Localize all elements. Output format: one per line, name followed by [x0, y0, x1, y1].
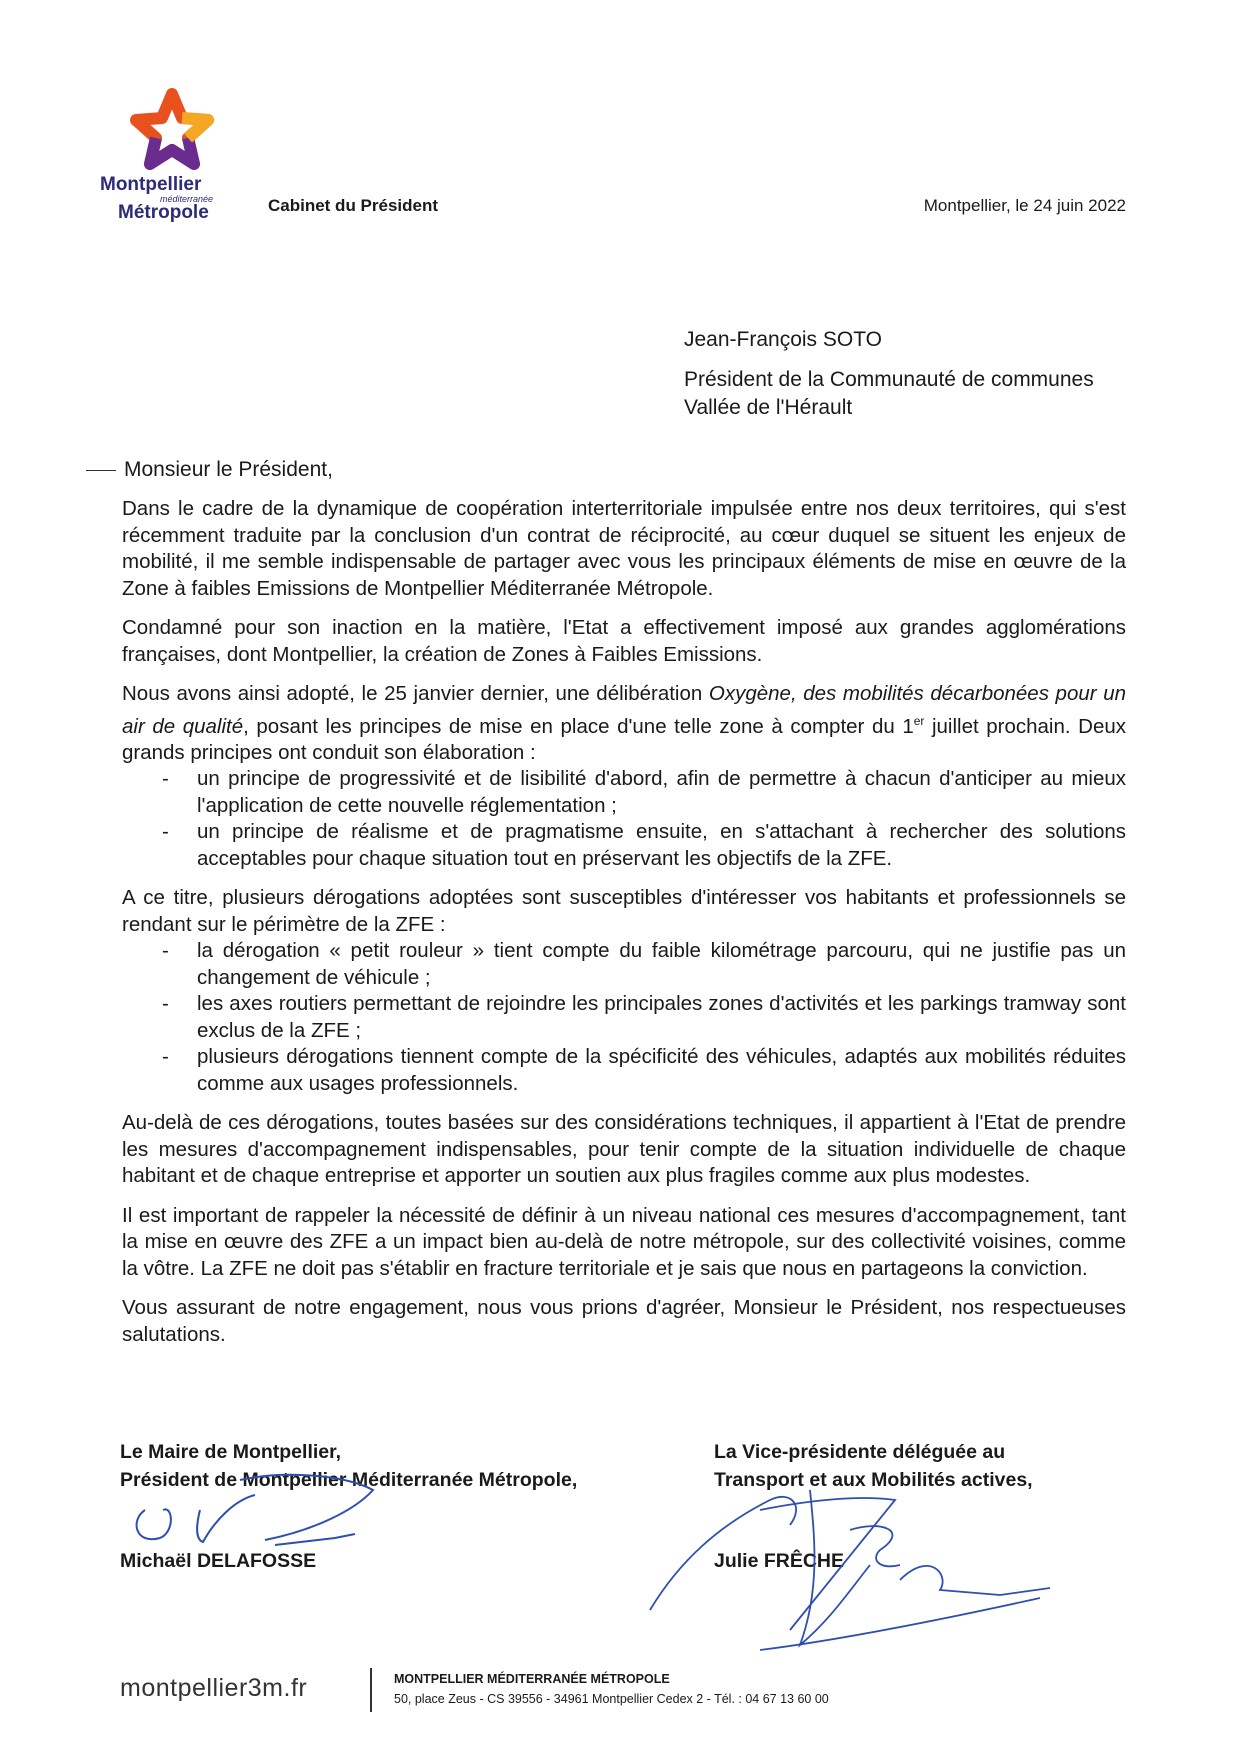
paragraph-3-part-a: Nous avons ainsi adopté, le 25 janvier dernier, une délibération: [122, 682, 709, 705]
paragraph-1: Dans le cadre de la dynamique de coopération interterritoriale impulsée entre nos deux territoires, qui s'est récemment traduite par la conclusion d'un contrat de réciprocité, au cœur duquel se situent les enjeux de mobilité, il me semble indispensable de partager avec vous les principaux éléments de mise en œuvre de la Zone à faibles Emissions de Montpellier Méditerranée Métropole.: [122, 497, 1126, 600]
cabinet-label: Cabinet du Président: [268, 196, 439, 215]
letter-body: [122, 496, 1126, 1361]
signatory-right-name: Julie FRÊCHE: [714, 1550, 845, 1572]
signatory-left-title-line1: Le Maire de Montpellier,: [120, 1441, 342, 1463]
list-item: - un principe de progressivité et de lisibilité d'abord, afin de permettre à chacun d'anticiper au mieux l'application de cette nouvelle réglementation ;: [122, 766, 1126, 819]
recipient-title-line1: Président de la Communauté de communes: [684, 368, 1094, 391]
handwritten-signature-left: [125, 1460, 395, 1550]
metropole-logo: [100, 88, 250, 228]
signatory-right-title-line2: Transport et aux Mobilités actives,: [714, 1469, 1033, 1491]
fold-mark: [86, 470, 116, 471]
paragraph-3-part-b: , posant les principes de mise en place d'une telle zone à compter du 1: [243, 714, 914, 738]
signatory-right-title-line1: La Vice-présidente déléguée au: [714, 1441, 1006, 1463]
salutation: Monsieur le Président,: [124, 458, 333, 481]
paragraph-5: Au-delà de ces dérogations, toutes basées sur des considérations techniques, il appartient à l'Etat de prendre les mesures d'accompagnement indispensables, pour tenir compte de la situation individuelle de chaque habitant et de chaque entreprise et apporter un soutien aux plus fragiles comme aux plus modestes.: [122, 1111, 1126, 1188]
footer-divider: [370, 1668, 372, 1712]
paragraph-6: Il est important de rappeler la nécessité de définir à un niveau national ces mesures d'accompagnement, tant la mise en œuvre des ZFE a un impact bien au-delà de notre métropole, sur des collectivité voisines, comme la vôtre. La ZFE ne doit pas s'établir en fracture territoriale et je sais que nous en partageons la conviction.: [122, 1203, 1126, 1280]
footer-address: 50, place Zeus - CS 39556 - 34961 Montpellier Cedex 2 - Tél. : 04 67 13 60 00: [394, 1692, 829, 1706]
signatory-left-name: Michaël DELAFOSSE: [120, 1550, 317, 1572]
signatory-left-title-line2: Président de Montpellier Méditerranée Métropole,: [120, 1469, 578, 1491]
recipient-block: [684, 326, 1094, 422]
deliberation-title: Oxygène, des mobilités décarbonées pour un air de qualité: [122, 682, 1126, 738]
principles-list: [122, 766, 1126, 872]
paragraph-3-part-c: juillet prochain. Deux grands principes ont conduit son élaboration :: [122, 714, 1126, 764]
paragraph-4: A ce titre, plusieurs dérogations adoptées sont susceptibles d'intéresser vos habitants et professionnels se rendant sur le périmètre de la ZFE :: [122, 886, 1126, 936]
list-item: - la dérogation « petit rouleur » tient compte du faible kilométrage parcouru, qui ne justifie pas un changement de véhicule ;: [122, 938, 1126, 991]
derogations-list: [122, 938, 1126, 1097]
star-logo-icon: [128, 88, 216, 174]
paragraph-7: Vous assurant de notre engagement, nous vous prions d'agréer, Monsieur le Président, nos respectueuses salutations.: [122, 1296, 1126, 1346]
logo-text-montpellier: Montpellier: [100, 174, 202, 195]
handwritten-signature-right: [640, 1470, 1060, 1660]
footer-organization: MONTPELLIER MÉDITERRANÉE MÉTROPOLE: [394, 1672, 670, 1686]
paragraph-3: [122, 681, 1126, 766]
list-item: - plusieurs dérogations tiennent compte de la spécificité des véhicules, adaptés aux mobilités réduites comme aux usages professionnels.: [122, 1044, 1126, 1097]
recipient-name: Jean-François SOTO: [684, 328, 883, 351]
list-item: - un principe de réalisme et de pragmatisme ensuite, en s'attachant à rechercher des solutions acceptables pour chaque situation tout en préservant les objectifs de la ZFE.: [122, 819, 1126, 872]
logo-text-mediterranee: méditerranée: [160, 194, 214, 204]
logo-text-metropole: Métropole: [118, 202, 209, 223]
recipient-title-line2: Vallée de l'Hérault: [684, 396, 853, 419]
footer-website-link[interactable]: montpellier3m.fr: [120, 1674, 308, 1702]
letter-date: Montpellier, le 24 juin 2022: [923, 196, 1126, 215]
ordinal-suffix: er: [913, 713, 925, 728]
paragraph-2: Condamné pour son inaction en la matière, l'Etat a effectivement imposé aux grandes agglomérations françaises, dont Montpellier, la création de Zones à Faibles Emissions.: [122, 616, 1126, 666]
list-item: - les axes routiers permettant de rejoindre les principales zones d'activités et les parkings tramway sont exclus de la ZFE ;: [122, 991, 1126, 1044]
